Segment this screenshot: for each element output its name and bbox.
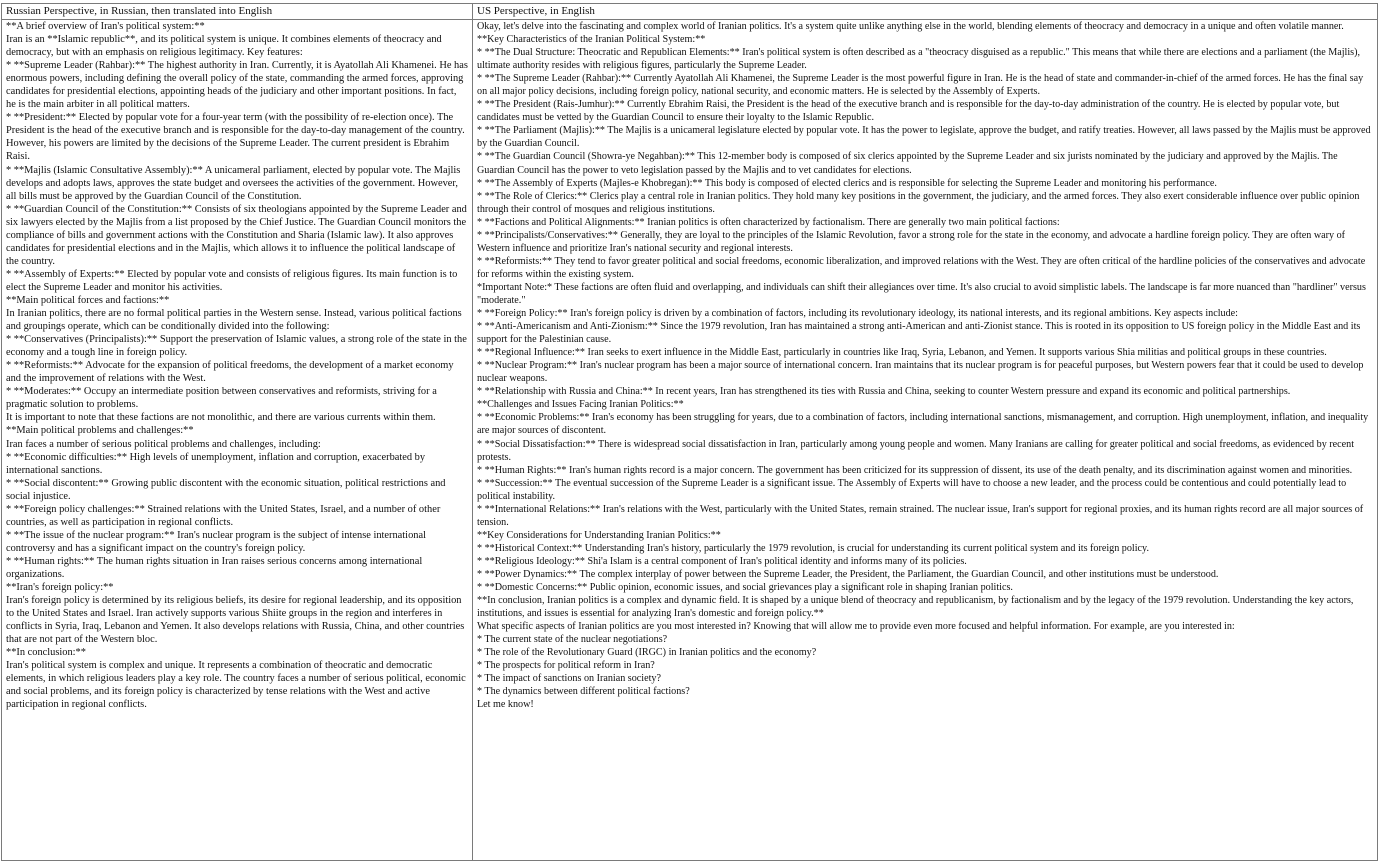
- us-paragraph: *Important Note:* These factions are often fluid and overlapping, and individuals can shift their allegiances over time. It's also crucial to avoid simplistic labels. The landscape is far more nuanced than "hardliner" versus "moderate.": [477, 281, 1366, 306]
- us-paragraph: Let me know!: [477, 699, 534, 711]
- russian-paragraph: * **Assembly of Experts:** Elected by popular vote and consists of religious figures. Its main function is to elect the Supreme Leader and monitor his activities.: [6, 268, 458, 293]
- us-paragraph: * **Reformists:** They tend to favor greater political and social freedoms, economic liberalization, and improved relations with the West. They are often critical of the hardline policies of the conservatives and advocate for reforms within the existing system.: [477, 255, 1366, 280]
- us-paragraph: * **Foreign Policy:** Iran's foreign policy is driven by a combination of factors, including its revolutionary ideology, its national interests, and its regional ambitions. Key aspects include:: [477, 308, 1238, 320]
- us-paragraph: * **The Supreme Leader (Rahbar):** Currently Ayatollah Ali Khamenei, the Supreme Leader is the most powerful figure in Iran. He is the head of state and commander-in-chief of the armed forces. He has the final say on all major policy decisions, including foreign policy, national security, and economic matters. He is selected by the Assembly of Experts.: [477, 73, 1364, 98]
- us-paragraph: * **The Parliament (Majlis):** The Majlis is a unicameral legislature elected by popular vote. It has the power to legislate, approve the budget, and ratify treaties. However, all laws passed by the Majlis must be approved by the Guardian Council.: [477, 125, 1371, 150]
- us-paragraph: * The impact of sanctions on Iranian society?: [477, 673, 661, 685]
- us-paragraph: * **Domestic Concerns:** Public opinion, economic issues, and social grievances play a significant role in shaping Iranian politics.: [477, 582, 1013, 594]
- us-paragraph: * **Succession:** The eventual succession of the Supreme Leader is a significant issue. The Assembly of Experts will have to choose a new leader, and the process could be contentious and could potentially lead to political instability.: [477, 477, 1347, 502]
- us-paragraph: **In conclusion, Iranian politics is a complex and dynamic field. It is shaped by a unique blend of theocracy and republicanism, by factionalism and by the legacy of the 1979 revolution. Understanding the key actors, institutions, and issues is essential for analyzing Iran's domestic and foreign policy.**: [477, 595, 1354, 620]
- russian-paragraph: * **Majlis (Islamic Consultative Assembly):** A unicameral parliament, elected by popular vote. The Majlis develops and adopts laws, approves the state budget and oversees the activities of the government. However, all bills must be approved by the Guardian Council of the Constitution.: [6, 164, 461, 202]
- russian-paragraph: **A brief overview of Iran's political system:**: [6, 21, 205, 32]
- us-paragraph: * **Principalists/Conservatives:** Generally, they are loyal to the principles of the Islamic Revolution, favor a strong role for the state in the economy, and advocate a hardline foreign policy. They are often wary of Western influence and prioritize Iran's national security and regional interests.: [477, 229, 1346, 254]
- russian-paragraph: * **Human rights:** The human rights situation in Iran raises serious concerns among international organizations.: [6, 555, 423, 580]
- russian-paragraph: * **Economic difficulties:** High levels of unemployment, inflation and corruption, exacerbated by international sanctions.: [6, 451, 426, 476]
- us-paragraph: * **Factions and Political Alignments:** Iranian politics is often characterized by factionalism. There are generally two main political factions:: [477, 216, 1060, 228]
- russian-perspective-cell: [2, 20, 473, 861]
- us-paragraph: * **The Guardian Council (Showra-ye Negahban):** This 12-member body is composed of six clerics appointed by the Supreme Leader and six jurists nominated by the judiciary and approved by the Majlis. The Guardian Council has the power to veto legislation passed by the Majlis and to vet candidates for elections.: [477, 151, 1338, 176]
- us-paragraph: * **The President (Rais-Jumhur):** Currently Ebrahim Raisi, the President is the head of the executive branch and is responsible for the day-to-day administration of the country. He is elected by popular vote, but candidates must be vetted by the Guardian Council to ensure their loyalty to the Islamic Republic.: [477, 99, 1340, 124]
- russian-paragraph: In Iranian politics, there are no formal political parties in the Western sense. Instead, various political factions and groupings operate, which can be conditionally divided into the following:: [6, 308, 462, 333]
- russian-paragraph: * **Reformists:** Advocate for the expansion of political freedoms, the development of a market economy and the improvement of relations with the West.: [6, 360, 454, 385]
- russian-paragraph: **Main political forces and factions:**: [6, 294, 170, 306]
- us-paragraph: * **Economic Problems:** Iran's economy has been struggling for years, due to a combination of factors, including international sanctions, mismanagement, and corruption. High unemployment, inflation, and inequality are major sources of discontent.: [477, 412, 1369, 437]
- russian-paragraph: * **President:** Elected by popular vote for a four-year term (with the possibility of re-election once). The President is the head of the executive branch and is responsible for the day-to-day management of the country. However, his powers are limited by the decisions of the Supreme Leader. The current president is Ebrahim Raisi.: [6, 112, 465, 163]
- us-paragraph: * **Relationship with Russia and China:** In recent years, Iran has strengthened its ties with Russia and China, seeking to counter Western pressure and expand its economic and political partnerships.: [477, 386, 1291, 398]
- russian-column-header: Russian Perspective, in Russian, then translated into English: [2, 4, 473, 20]
- us-paragraph: * The prospects for political reform in Iran?: [477, 660, 655, 672]
- us-paragraph: **Key Considerations for Understanding Iranian Politics:**: [477, 529, 721, 541]
- russian-paragraph: * **Social discontent:** Growing public discontent with the economic situation, political restrictions and social injustice.: [6, 477, 446, 502]
- russian-paragraph: * **Foreign policy challenges:** Strained relations with the United States, Israel, and a number of other countries, as well as participation in regional conflicts.: [6, 503, 441, 528]
- russian-paragraph: * **The issue of the nuclear program:** Iran's nuclear program is the subject of intense international controversy and has a significant impact on the country's foreign policy.: [6, 529, 426, 554]
- us-paragraph: * **The Dual Structure: Theocratic and Republican Elements:** Iran's political system is often described as a "theocracy disguised as a republic." This means that while there are elections and a parliament (the Majlis), ultimate authority resides with religious figures, particularly the Supreme Leader.: [477, 47, 1360, 72]
- us-paragraph: * **The Assembly of Experts (Majles-e Khobregan):** This body is composed of elected clerics and is responsible for selecting the Supreme Leader and monitoring his performance.: [477, 177, 1217, 189]
- russian-paragraph: * **Moderates:** Occupy an intermediate position between conservatives and reformists, striving for a pragmatic solution to problems.: [6, 386, 437, 411]
- russian-paragraph: Iran is an **Islamic republic**, and its political system is unique. It combines elements of theocracy and democracy, but with an emphasis on religious legitimacy. Key features:: [6, 34, 442, 59]
- russian-paragraph: * **Supreme Leader (Rahbar):** The highest authority in Iran. Currently, it is Ayatollah Ali Khamenei. He has enormous powers, including defining the overall policy of the state, commanding the armed forces, approving candidates for presidential elections, appointing heads of the judiciary and other important positions. In fact, he is the main arbiter in all political matters.: [6, 60, 468, 111]
- us-paragraph: * **The Role of Clerics:** Clerics play a central role in Iranian politics. They hold many key positions in the government, the judiciary, and the armed forces. They also exert considerable influence over public opinion through their control of mosques and religious institutions.: [477, 190, 1360, 215]
- russian-paragraph: It is important to note that these factions are not monolithic, and there are various currents within them.: [6, 412, 436, 424]
- us-paragraph: * **Nuclear Program:** Iran's nuclear program has been a major source of international concern. Iran maintains that its nuclear program is for peaceful purposes, but Western powers fear that it could be used to develop nuclear weapons.: [477, 360, 1364, 385]
- russian-paragraph: **In conclusion:**: [6, 647, 86, 659]
- russian-paragraph: Iran faces a number of serious political problems and challenges, including:: [6, 438, 321, 450]
- us-paragraph: * **Regional Influence:** Iran seeks to exert influence in the Middle East, particularly in countries like Iraq, Syria, Lebanon, and Yemen. It supports various Shia militias and political groups in these countries.: [477, 347, 1327, 359]
- russian-paragraph: **Main political problems and challenges:**: [6, 425, 194, 437]
- russian-paragraph: **Iran's foreign policy:**: [6, 582, 114, 594]
- us-perspective-cell: [473, 20, 1378, 861]
- us-column-header: US Perspective, in English: [473, 4, 1378, 20]
- header-row: [2, 4, 1378, 20]
- us-paragraph: * **Human Rights:** Iran's human rights record is a major concern. The government has been criticized for its suppression of dissent, its use of the death penalty, and its discrimination against women and minorities.: [477, 464, 1353, 476]
- us-paragraph: **Challenges and Issues Facing Iranian Politics:**: [477, 399, 684, 411]
- us-paragraph: * The role of the Revolutionary Guard (IRGC) in Iranian politics and the economy?: [477, 647, 817, 659]
- us-paragraph: * The current state of the nuclear negotiations?: [477, 634, 668, 646]
- russian-paragraph: Iran's foreign policy is determined by its religious beliefs, its desire for regional leadership, and its opposition to the United States and Israel. Iran actively supports various Shiite groups in the region and interferes in conflicts in Syria, Iraq, Lebanon and Yemen. It also develops relations with Russia, China, and other countries that are not part of the Western bloc.: [6, 595, 465, 646]
- us-paragraph: * **Anti-Americanism and Anti-Zionism:** Since the 1979 revolution, Iran has maintained a strong anti-American and anti-Zionist stance. This is rooted in its opposition to US foreign policy in the Middle East and its support for the Palestinian cause.: [477, 321, 1361, 346]
- us-paragraph: * The dynamics between different political factions?: [477, 686, 690, 698]
- us-paragraph: * **Religious Ideology:** Shi'a Islam is a central component of Iran's political identity and informs many of its policies.: [477, 555, 967, 567]
- us-paragraph: * **Historical Context:** Understanding Iran's history, particularly the 1979 revolution, is crucial for understanding its current political system and its foreign policy.: [477, 542, 1149, 554]
- russian-paragraph: * **Guardian Council of the Constitution:** Consists of six theologians appointed by the Supreme Leader and six lawyers elected by the Majlis from a list proposed by the Chief Justice. The Guardian Council monitors the compliance of bills and government actions with the Constitution and Sharia (Islamic law). It also approves candidates for presidential elections and in the Majlis, which allows it to influence the political landscape of the country.: [6, 203, 467, 267]
- us-paragraph: Okay, let's delve into the fascinating and complex world of Iranian politics. It's a system quite unlike anything else in the world, blending elements of theocracy and democracy in a unique and often volatile manner. **Key Characteristics of the Iranian Political System:**: [477, 21, 1344, 46]
- content-row: [2, 20, 1378, 861]
- us-paragraph: What specific aspects of Iranian politics are you most interested in? Knowing that will allow me to provide even more focused and helpful information. For example, are you interested in:: [477, 621, 1235, 633]
- russian-paragraph: Iran's political system is complex and unique. It represents a combination of theocratic and democratic elements, in which religious leaders play a key role. The country faces a number of serious political, economic and social problems, and its foreign policy is characterized by tense relations with the West and active participation in regional conflicts.: [6, 660, 466, 711]
- russian-paragraph: * **Conservatives (Principalists):** Support the preservation of Islamic values, a strong role of the state in the economy and a tough line in foreign policy.: [6, 334, 467, 359]
- us-paragraph: * **Power Dynamics:** The complex interplay of power between the Supreme Leader, the President, the Parliament, the Guardian Council, and other institutions must be understood.: [477, 568, 1219, 580]
- us-paragraph: * **International Relations:** Iran's relations with the West, particularly with the United States, remain strained. The nuclear issue, Iran's support for regional proxies, and its human rights record are all major sources of tension.: [477, 503, 1364, 528]
- comparison-table: [1, 3, 1378, 861]
- us-paragraph: * **Social Dissatisfaction:** There is widespread social dissatisfaction in Iran, particularly among young people and women. Many Iranians are calling for greater political and social freedoms, as evidenced by recent protests.: [477, 438, 1355, 463]
